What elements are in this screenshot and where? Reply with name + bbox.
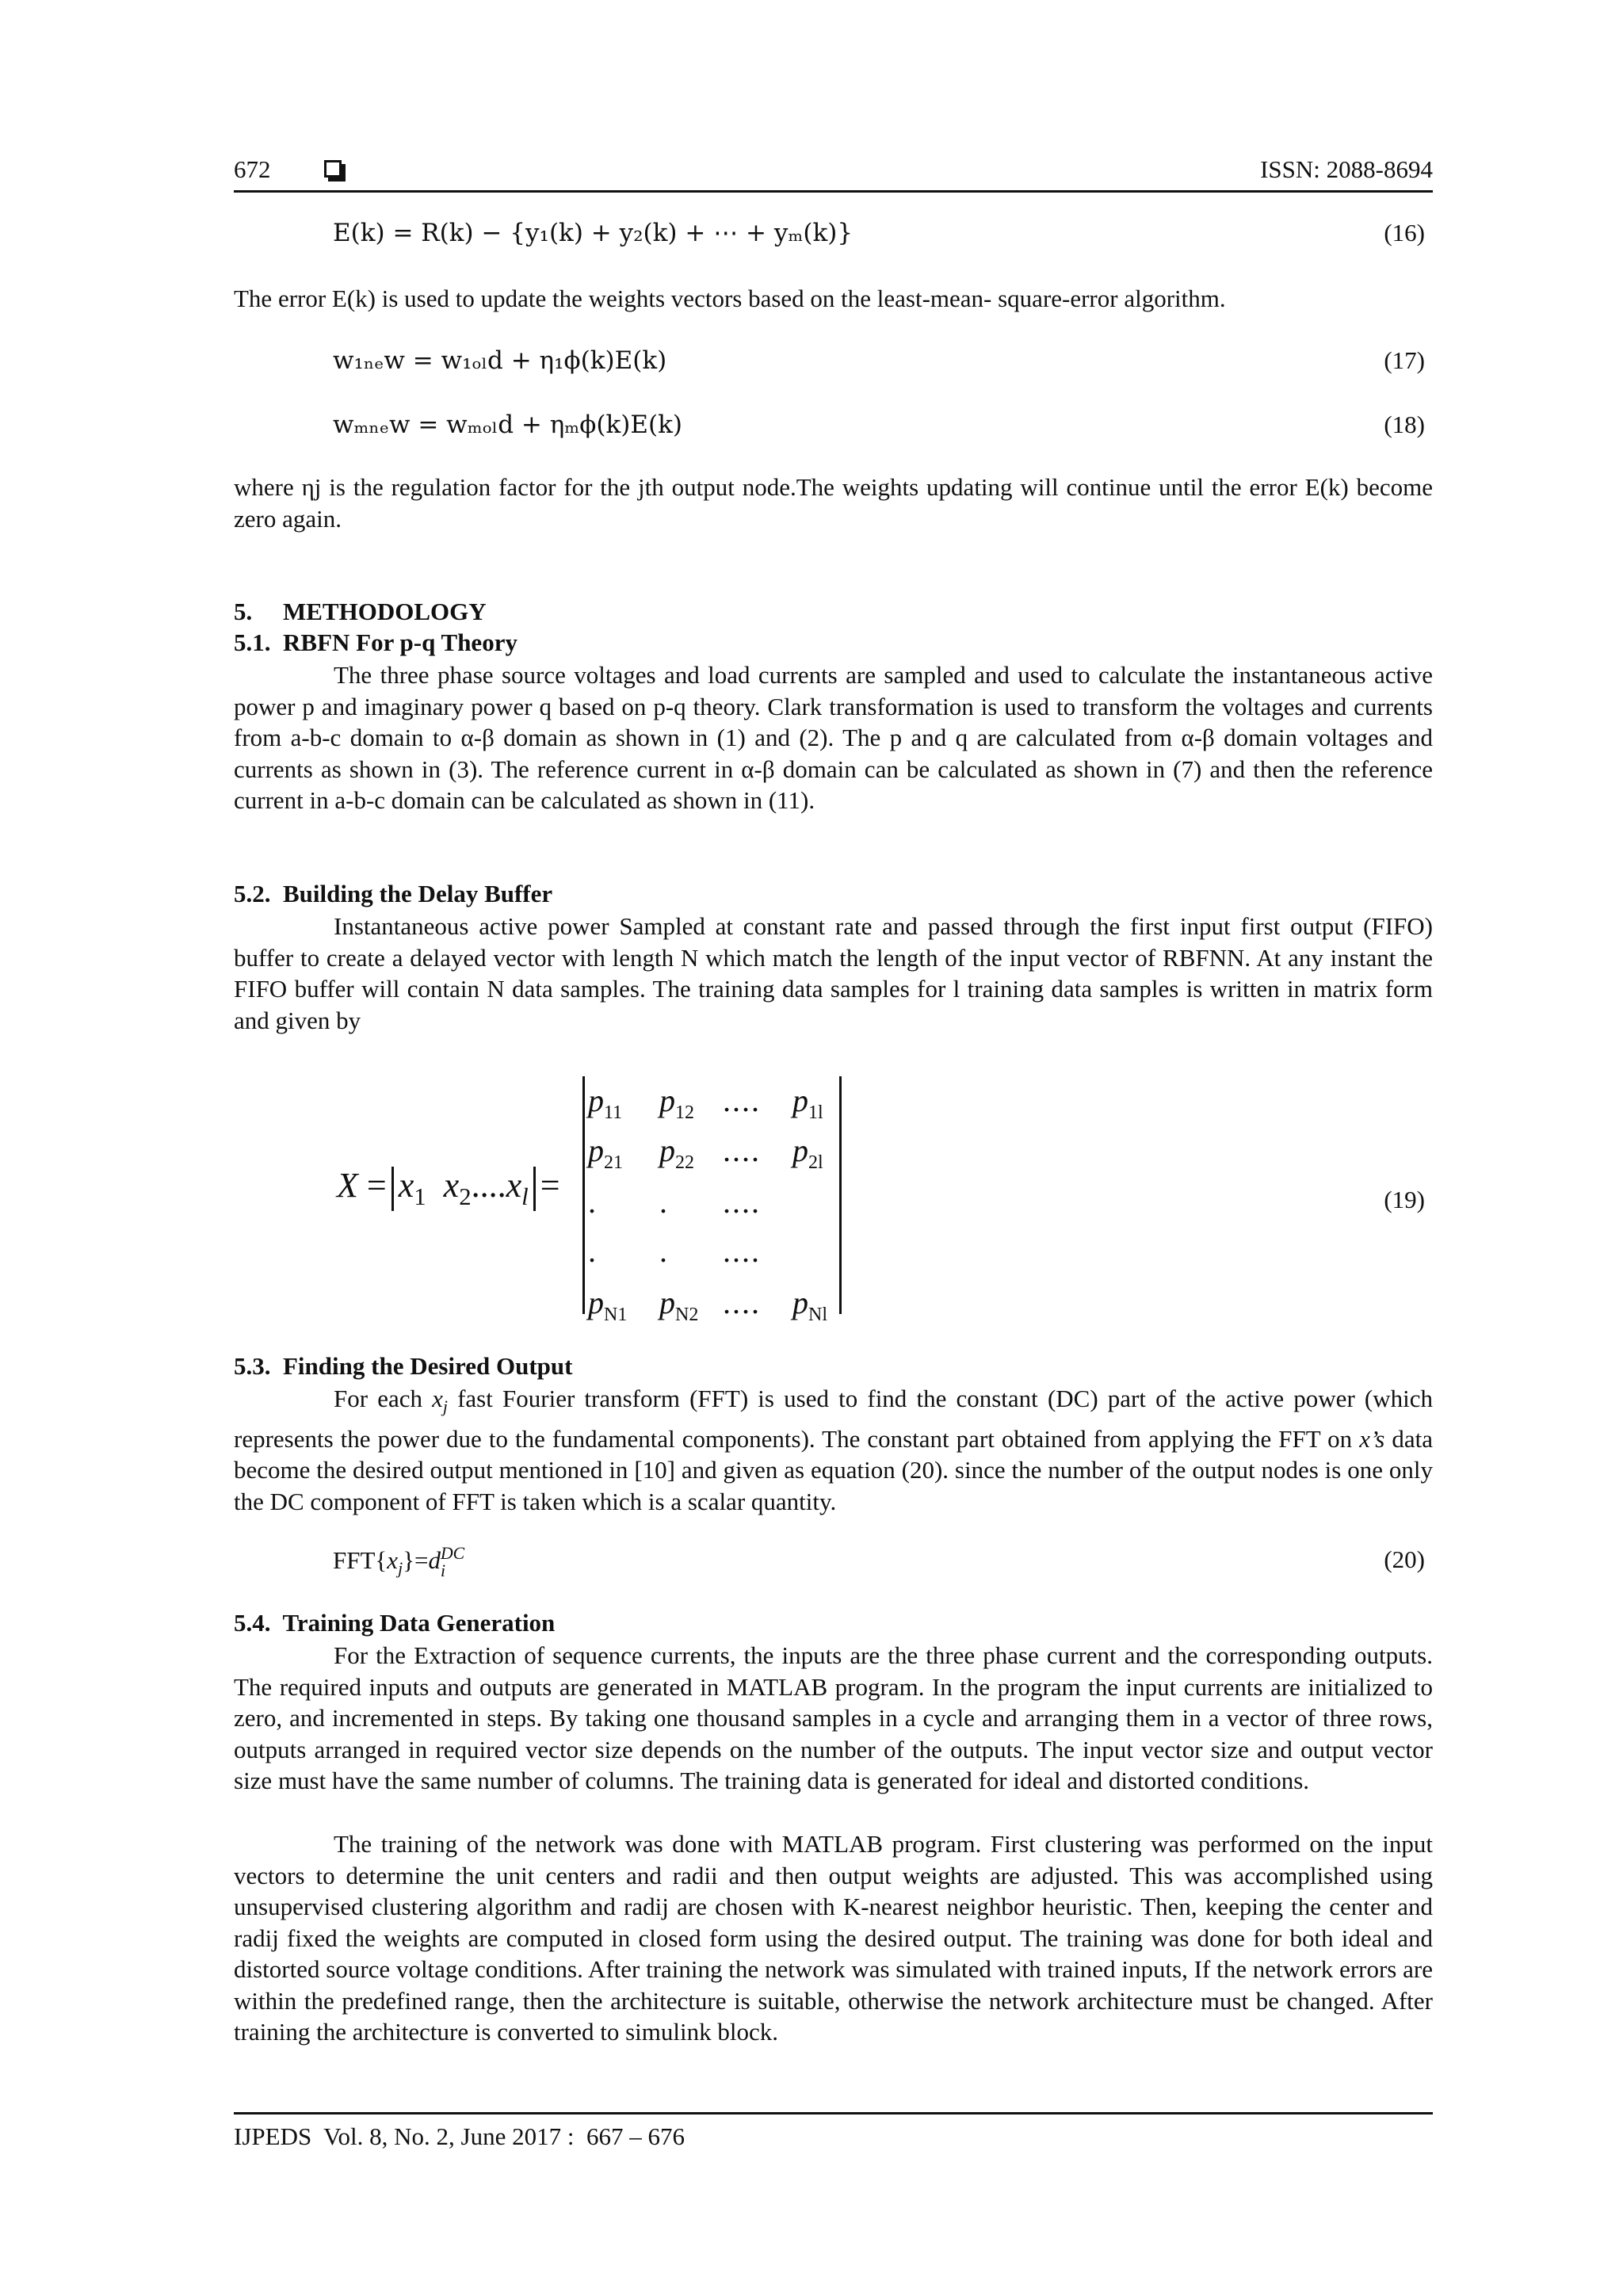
matrix-cell-r4-c2: .: [659, 1233, 669, 1269]
matrix-cell-r1-c4: $p_{1l}$: [792, 1083, 823, 1123]
matrix-equals-1: =: [366, 1166, 387, 1205]
paragraph-error-update: The error E(k) is used to update the weights vectors based on the least-mean- square-error algorithm.: [234, 285, 1226, 312]
matrix-cell-r5-c4: $p_{Nl}$: [792, 1285, 827, 1325]
matrix-cell-r5-c1: $p_{N1}$: [588, 1285, 628, 1325]
matrix-lhs-bar-left: [391, 1167, 394, 1211]
matrix-cell-r1-c2: $p_{12}$: [659, 1083, 694, 1123]
matrix-cell-r5-c2: $p_{N2}$: [659, 1285, 699, 1325]
equation-16-number: (16): [1384, 219, 1425, 246]
fft-x-sub: j: [398, 1559, 403, 1578]
paragraph-where: where ηj is the regulation factor for the jth output node.The weights updating will continue until the error E(k) become zero again.: [234, 473, 1433, 533]
matrix-cell-r1-c3: ....: [723, 1083, 761, 1118]
equation-19-number: (19): [1384, 1186, 1425, 1213]
fft-suffix: }=: [403, 1545, 429, 1574]
matrix-cell-r3-c2: .: [659, 1184, 669, 1220]
matrix-cell-r2-c2: $p_{22}$: [659, 1133, 694, 1173]
subsection-heading-5-1: 5.1. RBFN For p-q Theory: [234, 628, 517, 656]
square-bullet-icon: [324, 160, 342, 178]
p53-text-c: data become the desired output mentioned in [10] and given as equation (20). since the number of the output nodes is one only the DC component of FFT is taken which is a scalar quantity.: [234, 1424, 1433, 1515]
matrix-xl: x: [506, 1166, 522, 1205]
p53-x: x’s: [1359, 1424, 1385, 1453]
matrix-lhs-bar-right: [533, 1167, 536, 1211]
matrix-cell-r4-c1: .: [588, 1233, 598, 1269]
equation-17: w₁ₙₑw = w₁ₒₗd + η₁ϕ(k)E(k): [333, 346, 667, 375]
fft-d-sup: DC: [440, 1544, 465, 1563]
equation-18-number: (18): [1384, 411, 1425, 438]
matrix-x2: x: [443, 1166, 460, 1205]
subsection-heading-5-3: 5.3. Finding the Desired Output: [234, 1352, 573, 1380]
matrix-equals-2: =: [540, 1166, 560, 1205]
matrix-x1: x: [398, 1166, 414, 1205]
matrix-cell-r3-c3: ....: [723, 1184, 761, 1220]
p53-text-b: fast Fourier transform (FFT) is used to find the constant (DC) part of the active power (which represents the power due to the fundamental components). The constant part obtained from applying the FFT on: [234, 1385, 1433, 1453]
matrix-rhs-bar-right: [839, 1076, 842, 1314]
p53-xj: x: [432, 1385, 443, 1412]
matrix-cell-r2-c3: ....: [723, 1133, 761, 1168]
matrix-cell-r2-c4: $p_{2l}$: [792, 1133, 823, 1173]
page-number: 672: [234, 155, 271, 183]
subsection-heading-5-4: 5.4. Training Data Generation: [234, 1609, 556, 1637]
matrix-cell-r4-c3: ....: [723, 1233, 761, 1269]
matrix-cell-r5-c3: ....: [723, 1285, 761, 1320]
matrix-lhs: [337, 1165, 560, 1211]
paragraph-5-3: [234, 1383, 1433, 1517]
matrix-xl-sub: l: [521, 1182, 529, 1210]
paragraph-5-1: The three phase source voltages and load currents are sampled and used to calculate the instantaneous active power p and imaginary power q based on p-q theory. Clark transformation is used to transform the voltages and currents from a-b-c domain to α-β domain as shown in (1) and (2). The p and q are calculated from α-β domain voltages and currents as shown in (3). The reference current in α-β domain can be calculated as shown in (7) and then the reference current in a-b-c domain can be calculated as shown in (11).: [234, 661, 1433, 814]
issn: ISSN: 2088-8694: [1260, 155, 1433, 183]
matrix-symbol-x: X: [337, 1166, 358, 1205]
fft-d-sub: i: [440, 1561, 445, 1580]
equation-18: wₘₙₑw = wₘₒₗd + ηₘϕ(k)E(k): [333, 411, 683, 439]
paragraph-5-4-a: For the Extraction of sequence currents, the inputs are the three phase current and the corresponding outputs. The required inputs and outputs are generated in MATLAB program. In the program the input currents are initialized to zero, and incremented in steps. By taking one thousand samples in a cycle and arranging them in a vector of three rows, outputs arranged in required vector size depends on the number of the outputs. The input vector size and output vector size must have the same number of columns. The training data is generated for ideal and distorted conditions.: [234, 1641, 1433, 1794]
equation-16: E(k) = R(k) − {y₁(k) + y₂(k) + ⋯ + yₘ(k)}: [333, 219, 854, 247]
matrix-x2-sub: 2: [459, 1182, 472, 1210]
matrix-rhs-bar-left: [582, 1076, 585, 1314]
footer-rule: [234, 2112, 1433, 2115]
header-rule: [234, 190, 1433, 193]
matrix-cell-r2-c1: $p_{21}$: [588, 1133, 623, 1173]
p53-j-sub: j: [442, 1397, 448, 1417]
matrix-cell-r1-c1: $p_{11}$: [588, 1083, 623, 1123]
section-heading-methodology: 5. METHODOLOGY: [234, 598, 487, 625]
equation-17-number: (17): [1384, 346, 1425, 374]
matrix-lhs-dots: ....: [471, 1166, 506, 1205]
fft-prefix: FFT{: [333, 1545, 388, 1574]
footer-citation: IJPEDS Vol. 8, No. 2, June 2017 : 667 – 676: [234, 2122, 685, 2150]
matrix-cell-r3-c1: .: [588, 1184, 598, 1220]
paragraph-5-4-b: The training of the network was done with MATLAB program. First clustering was performed on the input vectors to determine the unit centers and radii and then output weights are adjusted. This was accomplished using unsupervised clustering algorithm and radij are chosen with K-nearest neighbor heuristic. Then, keeping the center and radij fixed the weights are computed in closed form using the desired output. The training was done for both ideal and distorted source voltage conditions. After training the network was simulated with trained inputs, If the network errors are within the predefined range, then the architecture is suitable, otherwise the network architecture must be changed. After training the architecture is converted to simulink block.: [234, 1830, 1433, 2046]
p53-text-a: For each: [334, 1385, 433, 1412]
matrix-x1-sub: 1: [414, 1182, 426, 1210]
equation-20-number: (20): [1384, 1545, 1425, 1573]
fft-d: d: [428, 1545, 441, 1574]
paragraph-5-2: Instantaneous active power Sampled at constant rate and passed through the first input first output (FIFO) buffer to create a delayed vector with length N which match the length of the input vector of RBFNN. At any instant the FIFO buffer will contain N data samples. The training data samples for l training data samples is written in matrix form and given by: [234, 912, 1433, 1034]
equation-20: [333, 1545, 464, 1580]
fft-x: x: [387, 1545, 399, 1574]
subsection-heading-5-2: 5.2. Building the Delay Buffer: [234, 880, 553, 907]
